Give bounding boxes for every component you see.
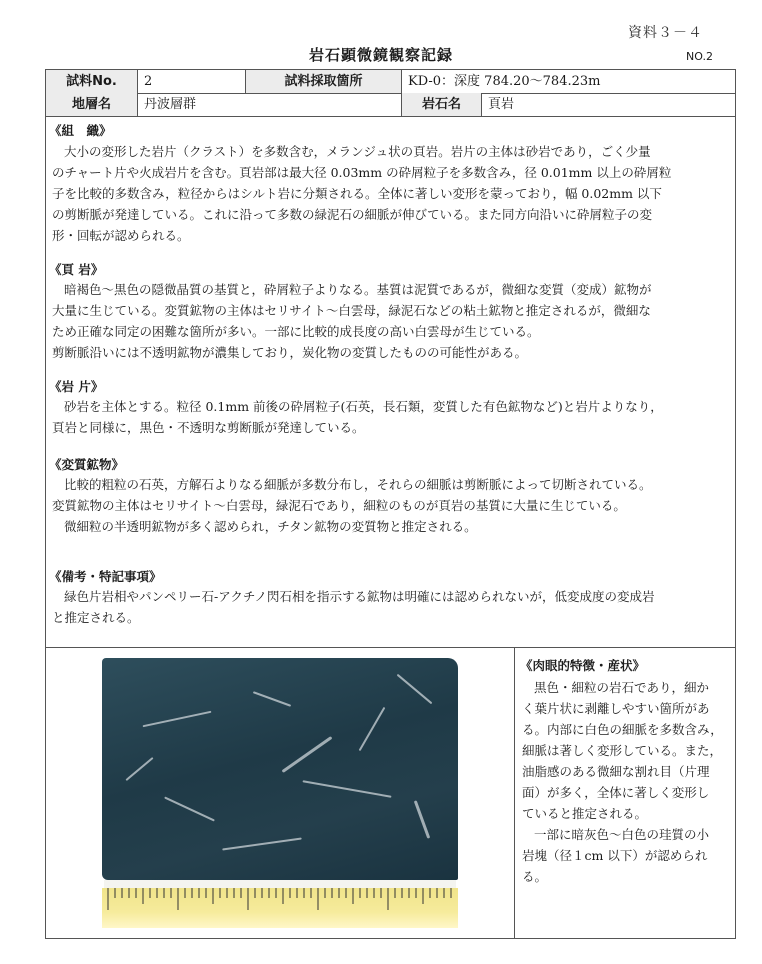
macro-heading: 《肉眼的特徴・産状》 xyxy=(520,658,646,673)
remarks-line: と推定される。 xyxy=(52,610,140,625)
alteration-line: 変質鉱物の主体はセリサイト～白雲母，緑泥石であり，細粒のものが頁岩の基質に大量に生じている。 xyxy=(52,498,626,513)
remarks-line: 緑色片岩相やパンペリー石-アクチノ閃石相を指示する鉱物は明確には認められないが，低変成度の変成岩 xyxy=(64,589,655,604)
macro-line: ていると推定される。 xyxy=(522,806,648,821)
alteration-line: 微細粒の半透明鉱物が多く認められ，チタン鉱物の変質物と推定される。 xyxy=(64,519,477,534)
ruler-ticks xyxy=(102,888,458,928)
observation-body xyxy=(46,117,735,648)
rock-sample-image xyxy=(102,658,458,880)
vein-mark xyxy=(303,780,392,798)
macro-line: る。内部に白色の細脈を多数含み， xyxy=(522,722,723,737)
rock-name-label: 岩石名 xyxy=(402,93,482,116)
vein-mark xyxy=(125,757,153,781)
macro-line: 岩塊（径１cm 以下）が認められ xyxy=(522,848,708,863)
macro-line: 細脈は著しく変形している。また， xyxy=(522,743,723,758)
macro-line: く葉片状に剥離しやすい箇所があ xyxy=(522,701,710,716)
texture-line: 子を比較的多数含み，粒径からはシルト岩に分類される。全体に著しい変形を蒙っており，幅 0.02mm 以下 xyxy=(52,186,662,201)
header-row-1 xyxy=(46,70,735,94)
macro-line: 油脂感のある微細な割れ目（片理 xyxy=(522,764,710,779)
vein-mark xyxy=(253,691,291,707)
shale-heading: 《頁 岩》 xyxy=(49,262,104,277)
vein-mark xyxy=(222,837,301,850)
sample-no-label: 試料No. xyxy=(46,70,138,93)
record-sheet xyxy=(45,69,736,939)
rock-name-value: 頁岩 xyxy=(488,97,515,112)
shale-line: 暗褐色～黒色の隠微晶質の基質と，砕屑粒子よりなる。基質は泥質であるが，微細な変質（変成）鉱物が xyxy=(64,282,652,297)
vein-mark xyxy=(282,736,333,773)
texture-heading: 《組 織》 xyxy=(49,123,112,138)
texture-line: の剪断脈が発達している。これに沿って多数の緑泥石の細脈が伸びている。また同方向沿いに砕屑粒子の変 xyxy=(52,207,653,222)
header-row-2 xyxy=(46,93,735,117)
vein-mark xyxy=(164,796,215,821)
shale-line: ため正確な同定の困難な箇所が多い。一部に比較的成長度の高い白雲母が生じている。 xyxy=(52,324,540,339)
ruler-image xyxy=(102,888,458,928)
alteration-heading: 《変質鉱物》 xyxy=(49,457,125,472)
vein-mark xyxy=(397,674,433,704)
macro-line: 面）が多く，全体に著しく変形し xyxy=(522,785,710,800)
texture-line: 形・回転が認められる。 xyxy=(52,228,190,243)
formation-label: 地層名 xyxy=(46,93,138,116)
vein-mark xyxy=(414,800,430,839)
document-label: 資料３－４ xyxy=(628,25,703,41)
column-divider xyxy=(514,648,515,938)
document-number: NO.2 xyxy=(686,50,713,63)
macro-line: る。 xyxy=(522,869,548,884)
vein-mark xyxy=(143,711,212,728)
specimen-area xyxy=(46,648,735,938)
location-label: 試料採取箇所 xyxy=(246,70,402,93)
fragments-line: 頁岩と同様に，黒色・不透明な剪断脈が発達している。 xyxy=(52,420,365,435)
macro-line: 一部に暗灰色～白色の珪質の小 xyxy=(534,827,710,842)
specimen-photo xyxy=(102,658,458,928)
scale-backing xyxy=(104,880,456,888)
macro-line: 黒色・細粒の岩石であり，細か xyxy=(534,680,710,695)
location-value: KD-0：深度 784.20～784.23m xyxy=(408,74,601,89)
shale-line: 大量に生じている。変質鉱物の主体はセリサイト～白雲母，緑泥石などの粘土鉱物と推定されるが，微細な xyxy=(52,303,651,318)
alteration-line: 比較的粗粒の石英，方解石よりなる細脈が多数分布し，それらの細脈は剪断脈によって切断されている。 xyxy=(64,477,652,492)
fragments-heading: 《岩 片》 xyxy=(49,379,104,394)
texture-line: のチャート片や火成岩片を含む。頁岩部は最大径 0.03mm の砕屑粒子を多数含み，径 0.01mm 以上の砕屑粒 xyxy=(52,165,672,180)
sample-no-value: 2 xyxy=(138,70,246,93)
remarks-heading: 《備考・特記事項》 xyxy=(49,569,162,584)
fragments-line: 砂岩を主体とする。粒径 0.1mm 前後の砕屑粒子(石英，長石類，変質した有色鉱物など)と岩片よりなり， xyxy=(64,399,663,414)
shale-line: 剪断脈沿いには不透明鉱物が濃集しており，炭化物の変質したものの可能性がある。 xyxy=(52,345,528,360)
document-title: 岩石顕微鏡観察記録 xyxy=(308,46,453,64)
formation-value: 丹波層群 xyxy=(138,93,402,116)
texture-line: 大小の変形した岩片（クラスト）を多数含む，メランジュ状の頁岩。岩片の主体は砂岩であり，ごく少量 xyxy=(64,144,651,159)
vein-mark xyxy=(359,707,386,751)
